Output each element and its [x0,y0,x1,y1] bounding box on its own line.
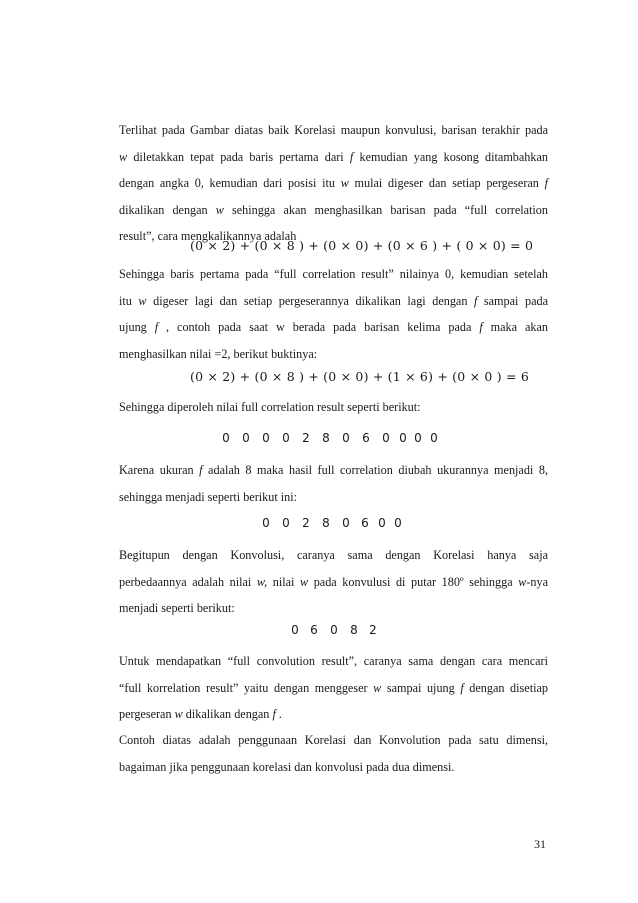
sequence-value: 2 [302,516,310,530]
paragraph-4 [119,457,548,510]
text-run: dengan angka 0, kemudian dari posisi itu [119,176,341,190]
text-run: dikalikan dengan [182,707,273,721]
text-line: menjadi seperti berikut: [119,601,235,615]
text-run: perbedaannya adalah nilai [119,574,257,589]
sequence-value: 8 [322,516,330,530]
text-line: Terlihat pada Gambar diatas baik Korelasi maupun konvulusi, barisan terakhir pada [119,123,548,137]
sequence-value: 0 [262,516,270,530]
variable-f: f [473,293,478,308]
paragraph-5 [119,542,548,622]
text-run: kemudian yang kosong ditambahkan [353,149,548,164]
sequence-value: 0 [378,516,386,530]
paragraph-6 [119,648,548,728]
text-run: -nya [526,574,548,589]
variable-f: f [544,176,548,190]
text-run: “full korrelation result” yaitu dengan menggeser [119,680,374,695]
sequence-value: 0 [242,431,250,445]
text-run: Karena ukuran [119,463,200,477]
sequence-rotated-w [285,623,383,637]
text-run: dikalikan dengan [119,202,216,217]
variable-w: w [299,574,309,589]
variable-f: f [479,320,483,334]
text-line [119,288,548,315]
paragraph-1 [119,117,548,250]
variable-f: f [154,320,159,334]
text-run: maka akan [482,320,549,334]
sequence-value: 0 [282,431,290,445]
sequence-value: 6 [362,431,370,445]
text-line [119,675,548,702]
variable-w: w [373,680,382,695]
text-line: Untuk mendapatkan “full convolution result”, caranya sama dengan cara mencari [119,654,548,668]
sequence-value: 0 [342,516,350,530]
equation-2: (0 × 2) + (0 × 8 ) + (0 × 0) + (1 × 6) + (0 × 0 ) = 6 [190,369,529,384]
variable-w: w [340,176,349,190]
text-run: nilai [267,574,300,589]
text-line [119,314,548,341]
text-run: mulai digeser dan setiap pergeseran [348,176,545,190]
sequence-value: 2 [302,431,310,445]
paragraph-3 [119,394,548,421]
text-line: result”, cara mengkalikannya adalah [119,229,297,243]
text-line: bagaiman jika penggunaan korelasi dan konvolusi pada dua dimensi. [119,759,455,774]
variable-f: f [272,707,276,721]
text-run: digeser lagi dan setiap pergeserannya dikalikan lagi dengan [146,293,474,308]
text-line: Sehingga baris pertama pada “full correlation result” nilainya 0, kemudian setelah [119,267,548,281]
sequence-full-correlation [216,431,442,445]
sequence-value: 0 [330,623,338,637]
text-line: Sehingga diperoleh nilai full correlation result seperti berikut: [119,400,421,414]
text-line: menghasilkan nilai =2, berikut buktinya: [119,346,318,361]
sequence-value: 0 [262,431,270,445]
variable-f: f [199,463,203,477]
sequence-value: 8 [322,431,330,445]
text-run: dengan disetiap [463,680,548,695]
variable-f: f [460,680,464,695]
variable-w: w [518,574,527,589]
sequence-value: 2 [369,623,377,637]
sequence-value: 0 [222,431,230,445]
text-line [119,170,548,197]
text-line: sehingga menjadi seperti berikut ini: [119,489,298,504]
sequence-value: 0 [282,516,290,530]
sequence-trimmed-correlation [256,516,406,530]
text-run: pergeseran [119,707,175,721]
text-run: ujung [119,320,155,334]
sequence-value: 6 [310,623,318,637]
page-number: 31 [534,837,546,851]
sequence-value: 0 [342,431,350,445]
sequence-value: 0 [394,516,402,530]
equation-1: (0 × 2) + (0 × 8 ) + (0 × 0) + (0 × 6 ) + ( 0 × 0) = 0 [190,238,534,253]
text-line [119,144,548,171]
text-line: Begitupun dengan Konvolusi, caranya sama dengan Korelasi hanya saja [119,548,548,562]
sequence-value: 0 [382,431,390,445]
text-run: sampai pada [477,293,548,308]
text-run: sampai ujung [381,680,461,695]
text-line [119,197,548,224]
variable-w: w [119,149,128,164]
paragraph-7 [119,727,548,780]
sequence-value: 8 [350,623,358,637]
sequence-value: 6 [361,516,369,530]
paragraph-2 [119,261,548,367]
text-run: , contoh pada saat w berada pada barisan kelima pada [158,320,480,334]
variable-w: w [138,293,147,308]
text-run: . [275,707,282,721]
text-run: diletakkan tepat pada baris pertama dari [127,149,350,164]
text-run: adalah 8 maka hasil full correlation diubah ukurannya menjadi 8, [202,463,548,477]
variable-w: w [174,707,183,721]
variable-w: w [215,202,224,217]
text-line [119,457,548,484]
text-line [119,701,548,728]
text-line: Contoh diatas adalah penggunaan Korelasi dan Konvolution pada satu dimensi, [119,733,548,747]
text-run: pada konvulusi di putar 180º sehingga [308,574,519,589]
sequence-value: 0 [399,431,407,445]
text-line [119,569,548,596]
variable-w: w, [256,574,268,589]
text-run: sehingga akan menghasilkan barisan pada “full correlation [223,202,548,217]
sequence-value: 0 [291,623,299,637]
sequence-value: 0 [414,431,422,445]
sequence-value: 0 [430,431,438,445]
text-run: itu [119,293,139,308]
variable-f: f [349,149,354,164]
